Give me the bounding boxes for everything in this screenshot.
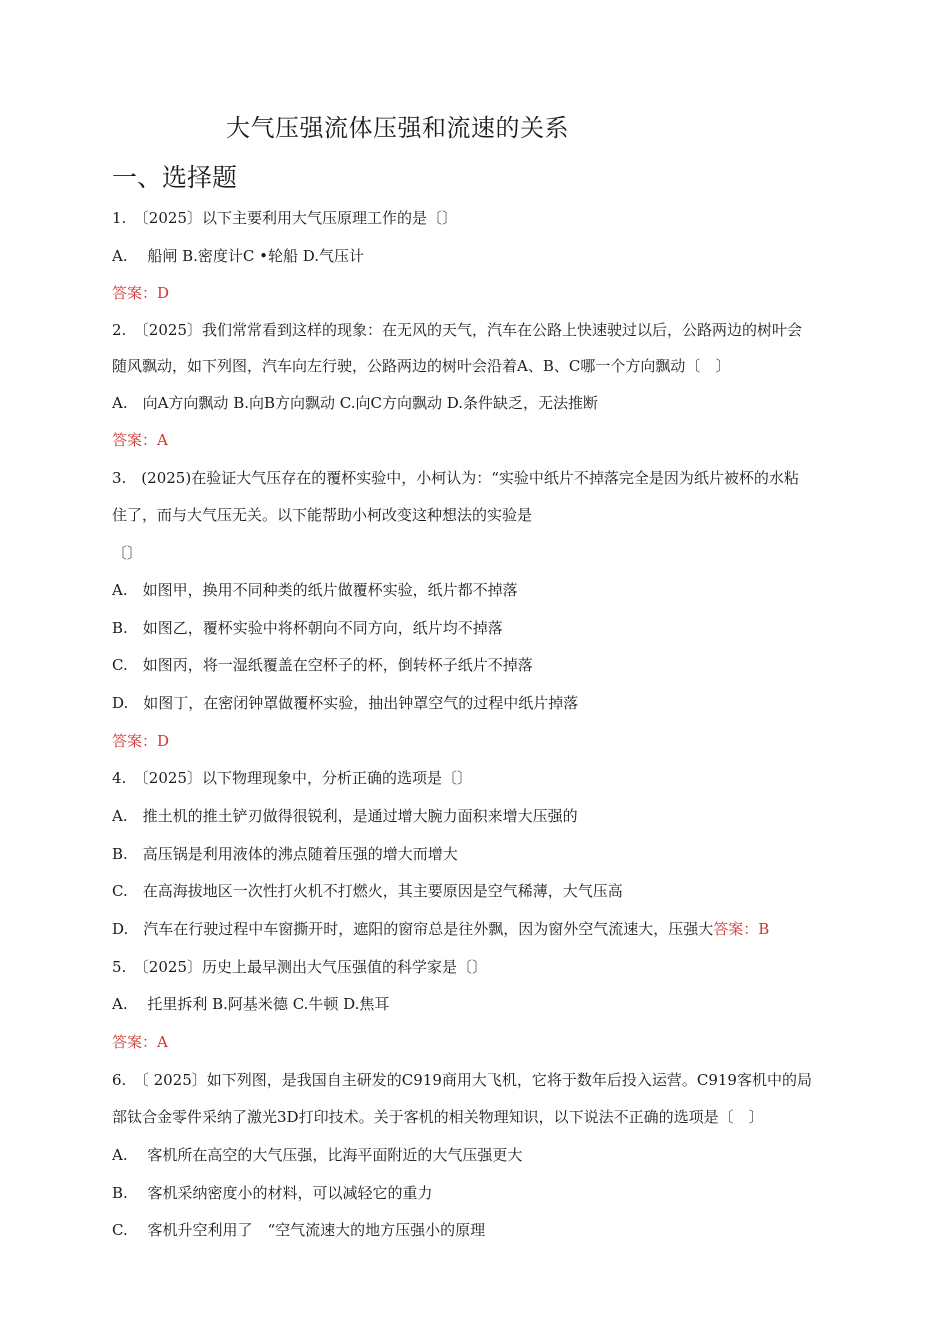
question-2-options: A. 向A方向飘动 B.向B方向飘动 C.向C方向飘动 D.条件缺乏，无法推断 [112, 394, 599, 412]
answer-4: 答案：B [713, 920, 770, 938]
question-6-option-b: B. 客机采纳密度小的材料，可以减轻它的重力 [112, 1184, 433, 1202]
question-4-stem: 4. 〔2025〕以下物理现象中，分析正确的选项是〔〕 [112, 769, 472, 787]
question-4-option-c: C. 在高海拔地区一次性打火机不打燃火，其主要原因是空气稀薄，大气压高 [112, 882, 623, 900]
section-heading: 一、选择题 [112, 163, 238, 192]
question-3-stem-line1: 3. (2025)在验证大气压存在的覆杯实验中，小柯认为：“实验中纸片不掉落完全是因为纸片被杯的水粘 [112, 469, 799, 487]
question-2-stem-line1: 2. 〔2025〕我们常常看到这样的现象：在无风的天气，汽车在公路上快速驶过以后，公路两边的树叶会 [112, 321, 802, 339]
question-5-options: A. 托里拆利 B.阿基米德 C.牛顿 D.焦耳 [112, 995, 390, 1013]
question-3-stem-line3: 〔〕 [112, 544, 143, 562]
question-4-option-d-text: D. 汽车在行驶过程中车窗撕开时，遮阳的窗帘总是往外飘，因为窗外空气流速大，压强大 [112, 920, 714, 938]
question-4-option-d [112, 919, 769, 939]
answer-5: 答案：A [112, 1033, 168, 1051]
answer-3: 答案：D [112, 732, 170, 750]
answer-1: 答案：D [112, 284, 170, 302]
question-6-stem-line1: 6. 〔 2025〕如下列图，是我国自主研发的C919商用大飞机，它将于数年后投入运营。C919客机中的局 [112, 1071, 812, 1089]
question-1-options: A. 船闸 B.密度计C •轮船 D.气压计 [112, 247, 365, 265]
question-4-option-a: A. 推土机的推土铲刃做得很锐利，是通过增大腕力面积来增大压强的 [112, 807, 578, 825]
question-3-option-c: C. 如图丙，将一湿纸覆盖在空杯子的杯，倒转杯子纸片不掉落 [112, 656, 533, 674]
question-6-stem-line2: 部钛合金零件采纳了激光3D打印技术。关于客机的相关物理知识，以下说法不正确的选项是〔 〕 [112, 1108, 764, 1126]
document-title: 大气压强流体压强和流速的关系 [226, 114, 569, 142]
question-4-option-b: B. 高压锅是利用液体的沸点随着压强的增大而增大 [112, 845, 458, 863]
question-3-stem-line2: 住了，而与大气压无关。以下能帮助小柯改变这种想法的实验是 [112, 506, 533, 524]
question-6-option-c: C. 客机升空利用了 “空气流速大的地方压强小的原理 [112, 1221, 486, 1239]
question-3-option-a: A. 如图甲，换用不同种类的纸片做覆杯实验，纸片都不掉落 [112, 581, 518, 599]
question-1-stem: 1. 〔2025〕以下主要利用大气压原理工作的是〔〕 [112, 209, 457, 227]
question-3-option-d: D. 如图丁，在密闭钟罩做覆杯实验，抽出钟罩空气的过程中纸片掉落 [112, 694, 579, 712]
question-5-stem: 5. 〔2025〕历史上最早测出大气压强值的科学家是〔〕 [112, 958, 487, 976]
question-6-option-a: A. 客机所在高空的大气压强，比海平面附近的大气压强更大 [112, 1146, 523, 1164]
question-2-stem-line2: 随风飘动，如下列图，汽车向左行驶，公路两边的树叶会沿着A、B、C哪一个方向飘动〔 〕 [112, 357, 731, 375]
question-3-option-b: B. 如图乙，覆杯实验中将杯朝向不同方向，纸片均不掉落 [112, 619, 503, 637]
answer-2: 答案：A [112, 431, 168, 449]
